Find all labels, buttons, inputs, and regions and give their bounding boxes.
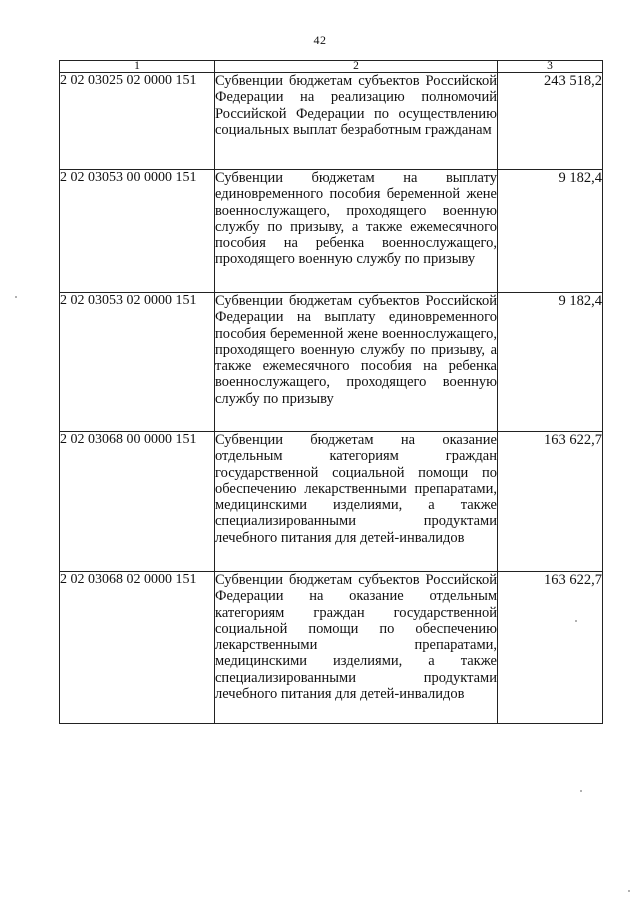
table-row [60, 293, 603, 432]
amount-cell: 9 182,4 [498, 170, 603, 293]
budget-code-cell: 2 02 03068 00 0000 151 [60, 432, 215, 572]
scan-speck [628, 890, 630, 892]
description-cell: Субвенции бюджетам на выплату единовременного пособия беременной жене военнослужащего, проходящего военную службу по призыву, а также ежемесячного пособия на ребенка военнослужащего, проходящего военную службу по призыву [215, 170, 498, 293]
table-header [60, 61, 603, 73]
table-row [60, 170, 603, 293]
table-row [60, 432, 603, 572]
amount-cell: 163 622,7 [498, 432, 603, 572]
budget-code-cell: 2 02 03053 02 0000 151 [60, 293, 215, 432]
column-header-3: 3 [498, 61, 603, 73]
budget-code-cell: 2 02 03025 02 0000 151 [60, 73, 215, 170]
amount-cell: 163 622,7 [498, 572, 603, 724]
table-row [60, 572, 603, 724]
budget-table [59, 60, 603, 724]
amount-cell: 243 518,2 [498, 73, 603, 170]
description-cell: Субвенции бюджетам субъектов Российской Федерации на выплату единовременного пособия беременной жене военнослужащего, проходящего военную службу по призыву, а также ежемесячного пособия на ребенка военнослужащего, проходящего военную службу по призыву [215, 293, 498, 432]
description-cell: Субвенции бюджетам на оказание отдельным категориям граждан государственной социальной помощи по обеспечению лекарственными препаратами, медицинскими изделиями, а также специализированными продуктами лечебного питания для детей-инвалидов [215, 432, 498, 572]
amount-cell: 9 182,4 [498, 293, 603, 432]
budget-code-cell: 2 02 03068 02 0000 151 [60, 572, 215, 724]
page-number: 42 [313, 33, 327, 47]
scan-speck [15, 296, 17, 298]
column-header-2: 2 [215, 61, 498, 73]
column-header-1: 1 [60, 61, 215, 73]
table-body [60, 73, 603, 724]
budget-code-cell: 2 02 03053 00 0000 151 [60, 170, 215, 293]
scan-speck [580, 790, 582, 792]
description-cell: Субвенции бюджетам субъектов Российской Федерации на оказание отдельным категориям граждан государственной социальной помощи по обеспечению лекарственными препаратами, медицинскими изделиями, а также специализированными продуктами лечебного питания для детей-инвалидов [215, 572, 498, 724]
table-row [60, 73, 603, 170]
header-row [60, 61, 603, 73]
scan-speck [575, 620, 577, 622]
description-cell: Субвенции бюджетам субъектов Российской Федерации на реализацию полномочий Российской Федерации по осуществлению социальных выплат безработным гражданам [215, 73, 498, 170]
